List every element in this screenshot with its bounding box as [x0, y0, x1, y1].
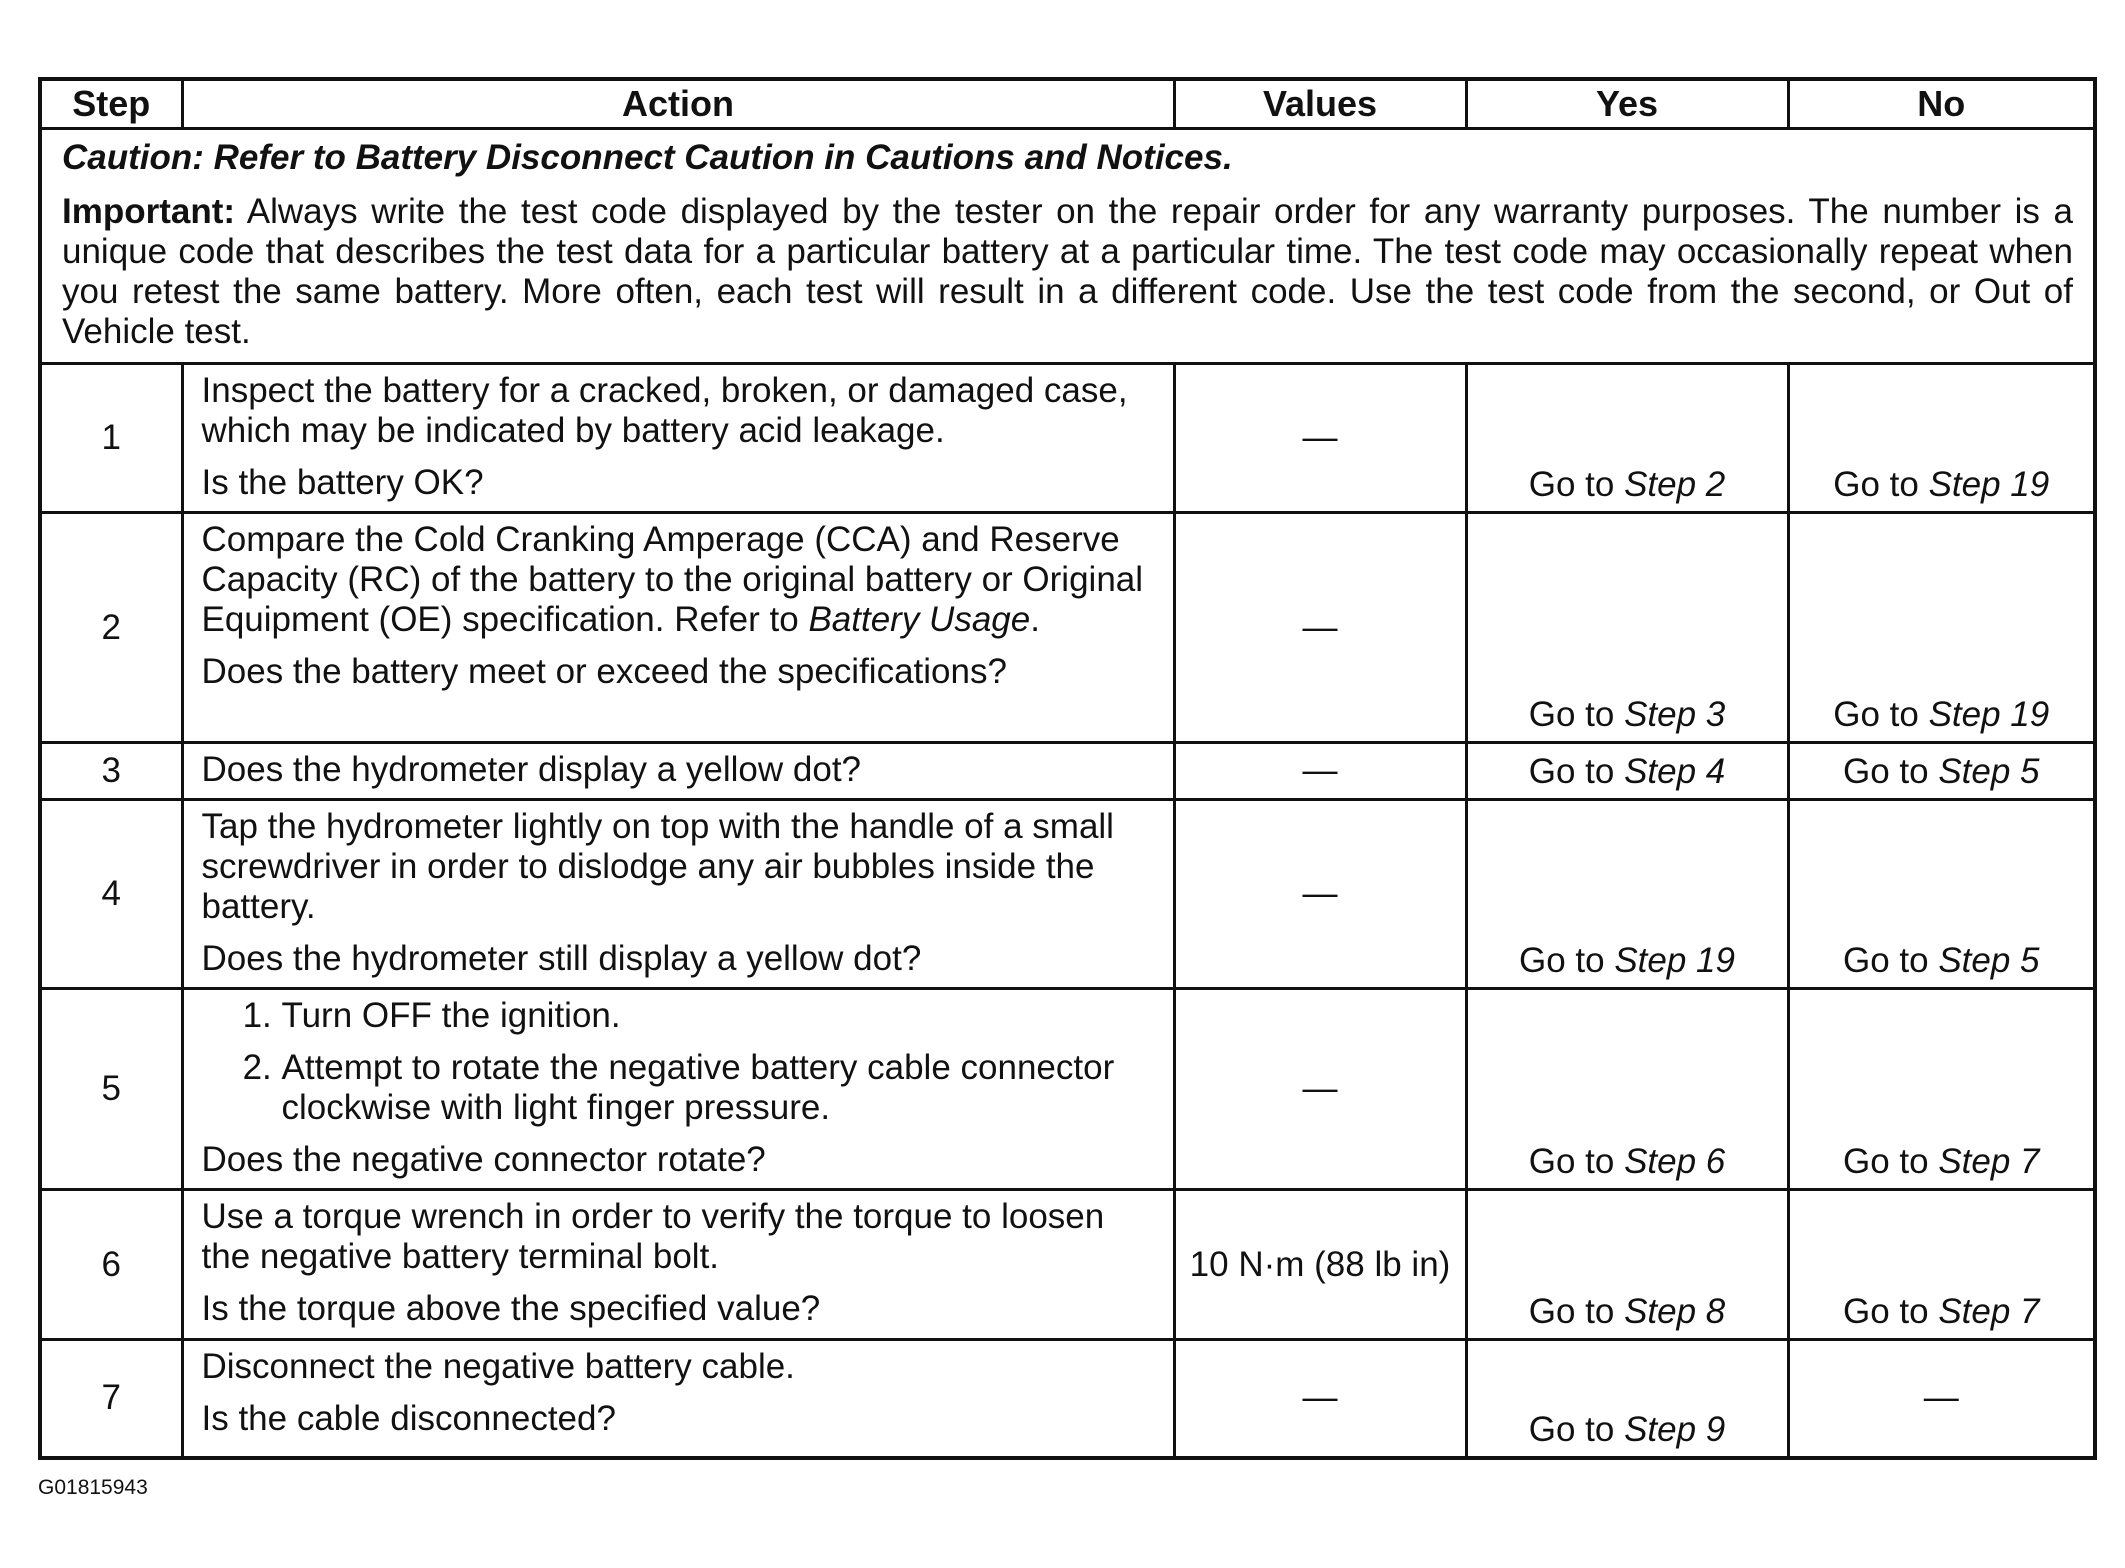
step-number: 7 [40, 1340, 182, 1458]
step-no [1788, 513, 2095, 743]
yes-step-link[interactable]: Step 19 [1614, 941, 1735, 980]
important-label: Important: [62, 192, 236, 231]
header-step: Step [40, 79, 182, 129]
no-step-link[interactable]: Step 5 [1938, 941, 2040, 980]
action-text [202, 520, 1155, 640]
yes-prefix: Go to [1528, 465, 1625, 504]
table-row [40, 800, 2095, 989]
yes-step-link[interactable]: Step 9 [1624, 1409, 1726, 1449]
action-text: Inspect the battery for a cracked, broken, or damaged case, which may be indicated by battery acid leakage. [201, 371, 1128, 450]
table-row [40, 364, 2095, 513]
yes-step-link[interactable]: Step 8 [1624, 1292, 1726, 1331]
notice-row [40, 129, 2095, 364]
action-question: Does the negative connector rotate? [201, 1140, 766, 1179]
yes-prefix: Go to [1528, 1292, 1625, 1331]
step-number: 2 [40, 513, 182, 743]
yes-step-link[interactable]: Step 6 [1624, 1142, 1726, 1181]
header-action: Action [182, 79, 1174, 129]
caution-text: Caution: Refer to Battery Disconnect Caution in Cautions and Notices. [62, 138, 1233, 177]
action-question: Is the battery OK? [201, 463, 484, 502]
action-text: Tap the hydrometer lightly on top with the handle of a small screwdriver in order to dislodge any air bubbles inside the battery. [201, 807, 1114, 926]
step-action [182, 1340, 1174, 1458]
figure-id: G01815943 [38, 1476, 148, 1499]
step-value: 10 N·m (88 lb in) [1174, 1190, 1466, 1340]
important-text [62, 192, 2073, 352]
diagnostic-table [38, 77, 2097, 1460]
step-number: 1 [40, 364, 182, 513]
step-yes [1466, 743, 1788, 800]
header-values: Values [1174, 79, 1466, 129]
step-number: 4 [40, 800, 182, 989]
header-yes: Yes [1466, 79, 1788, 129]
step-number: 6 [40, 1190, 182, 1340]
action-list [202, 996, 1155, 1128]
yes-prefix: Go to [1528, 752, 1625, 791]
step-yes [1466, 513, 1788, 743]
action-text: Disconnect the negative battery cable. [201, 1347, 795, 1386]
action-question: Does the hydrometer still display a yellow dot? [201, 939, 922, 978]
step-action [182, 364, 1174, 513]
step-yes [1466, 364, 1788, 513]
yes-prefix: Go to [1519, 941, 1615, 980]
step-action [182, 513, 1174, 743]
table-row [40, 1340, 2095, 1458]
important-body: Always write the test code displayed by the tester on the repair order for any warranty purposes. The number is a unique code that describes the test data for a particular battery at a particular time. The test code may occasionally repeat when you retest the same battery. More often, each test will result in a different code. Use the test code from the second, or Out of Vehicle test. [62, 192, 2073, 351]
table-row [40, 743, 2095, 800]
step-value: — [1174, 364, 1466, 513]
table-row [40, 1190, 2095, 1340]
action-question: Is the cable disconnected? [201, 1399, 616, 1438]
step-value: — [1174, 800, 1466, 989]
step-yes [1466, 800, 1788, 989]
no-step-link[interactable]: Step 7 [1938, 1142, 2040, 1181]
step-value: — [1174, 513, 1466, 743]
no-prefix: Go to [1842, 752, 1939, 791]
list-item: 2. Attempt to rotate the negative battery cable connector clockwise with light finger pressure. [282, 1048, 1155, 1128]
no-step-link[interactable]: Step 19 [1928, 465, 2050, 504]
step-action [182, 1190, 1174, 1340]
action-question: Does the hydrometer display a yellow dot? [201, 750, 862, 789]
yes-prefix: Go to [1528, 695, 1625, 734]
no-step-link[interactable]: Step 7 [1938, 1292, 2040, 1331]
step-action [182, 743, 1174, 800]
action-text-end: . [1030, 600, 1040, 639]
step-yes [1466, 1340, 1788, 1458]
yes-prefix: Go to [1528, 1409, 1625, 1449]
notice-cell [40, 129, 2095, 364]
action-question: Is the torque above the specified value? [201, 1289, 821, 1328]
step-no [1788, 1190, 2095, 1340]
no-step-link[interactable]: Step 5 [1938, 752, 2040, 791]
list-item: 1. Turn OFF the ignition. [282, 996, 1155, 1036]
yes-step-link[interactable]: Step 2 [1624, 465, 1726, 504]
action-text-main: Compare the Cold Cranking Amperage (CCA) and Reserve Capacity (RC) of the battery to the original battery or Original Equipment (OE) specification. Refer to [201, 520, 1144, 639]
step-no [1788, 364, 2095, 513]
step-yes [1466, 989, 1788, 1190]
yes-prefix: Go to [1528, 1142, 1625, 1181]
step-number: 3 [40, 743, 182, 800]
action-reference-link[interactable]: Battery Usage [808, 600, 1031, 639]
no-prefix: Go to [1842, 941, 1939, 980]
no-prefix: Go to [1833, 695, 1929, 734]
table-row [40, 989, 2095, 1190]
step-no [1788, 800, 2095, 989]
step-no: — [1788, 1340, 2095, 1458]
no-prefix: Go to [1842, 1292, 1939, 1331]
table-row [40, 513, 2095, 743]
step-yes [1466, 1190, 1788, 1340]
step-action [182, 800, 1174, 989]
header-no: No [1788, 79, 2095, 129]
no-prefix: Go to [1842, 1142, 1939, 1181]
step-no [1788, 989, 2095, 1190]
step-value: — [1174, 1340, 1466, 1458]
step-no [1788, 743, 2095, 800]
no-step-link[interactable]: Step 19 [1928, 695, 2050, 734]
yes-step-link[interactable]: Step 4 [1624, 752, 1726, 791]
step-value: — [1174, 989, 1466, 1190]
step-number: 5 [40, 989, 182, 1190]
yes-step-link[interactable]: Step 3 [1624, 695, 1726, 734]
action-question: Does the battery meet or exceed the specifications? [201, 652, 1007, 691]
action-text: Use a torque wrench in order to verify the torque to loosen the negative battery terminal bolt. [201, 1197, 1105, 1276]
step-value: — [1174, 743, 1466, 800]
header-row [40, 79, 2095, 129]
no-prefix: Go to [1833, 465, 1929, 504]
step-action [182, 989, 1174, 1190]
